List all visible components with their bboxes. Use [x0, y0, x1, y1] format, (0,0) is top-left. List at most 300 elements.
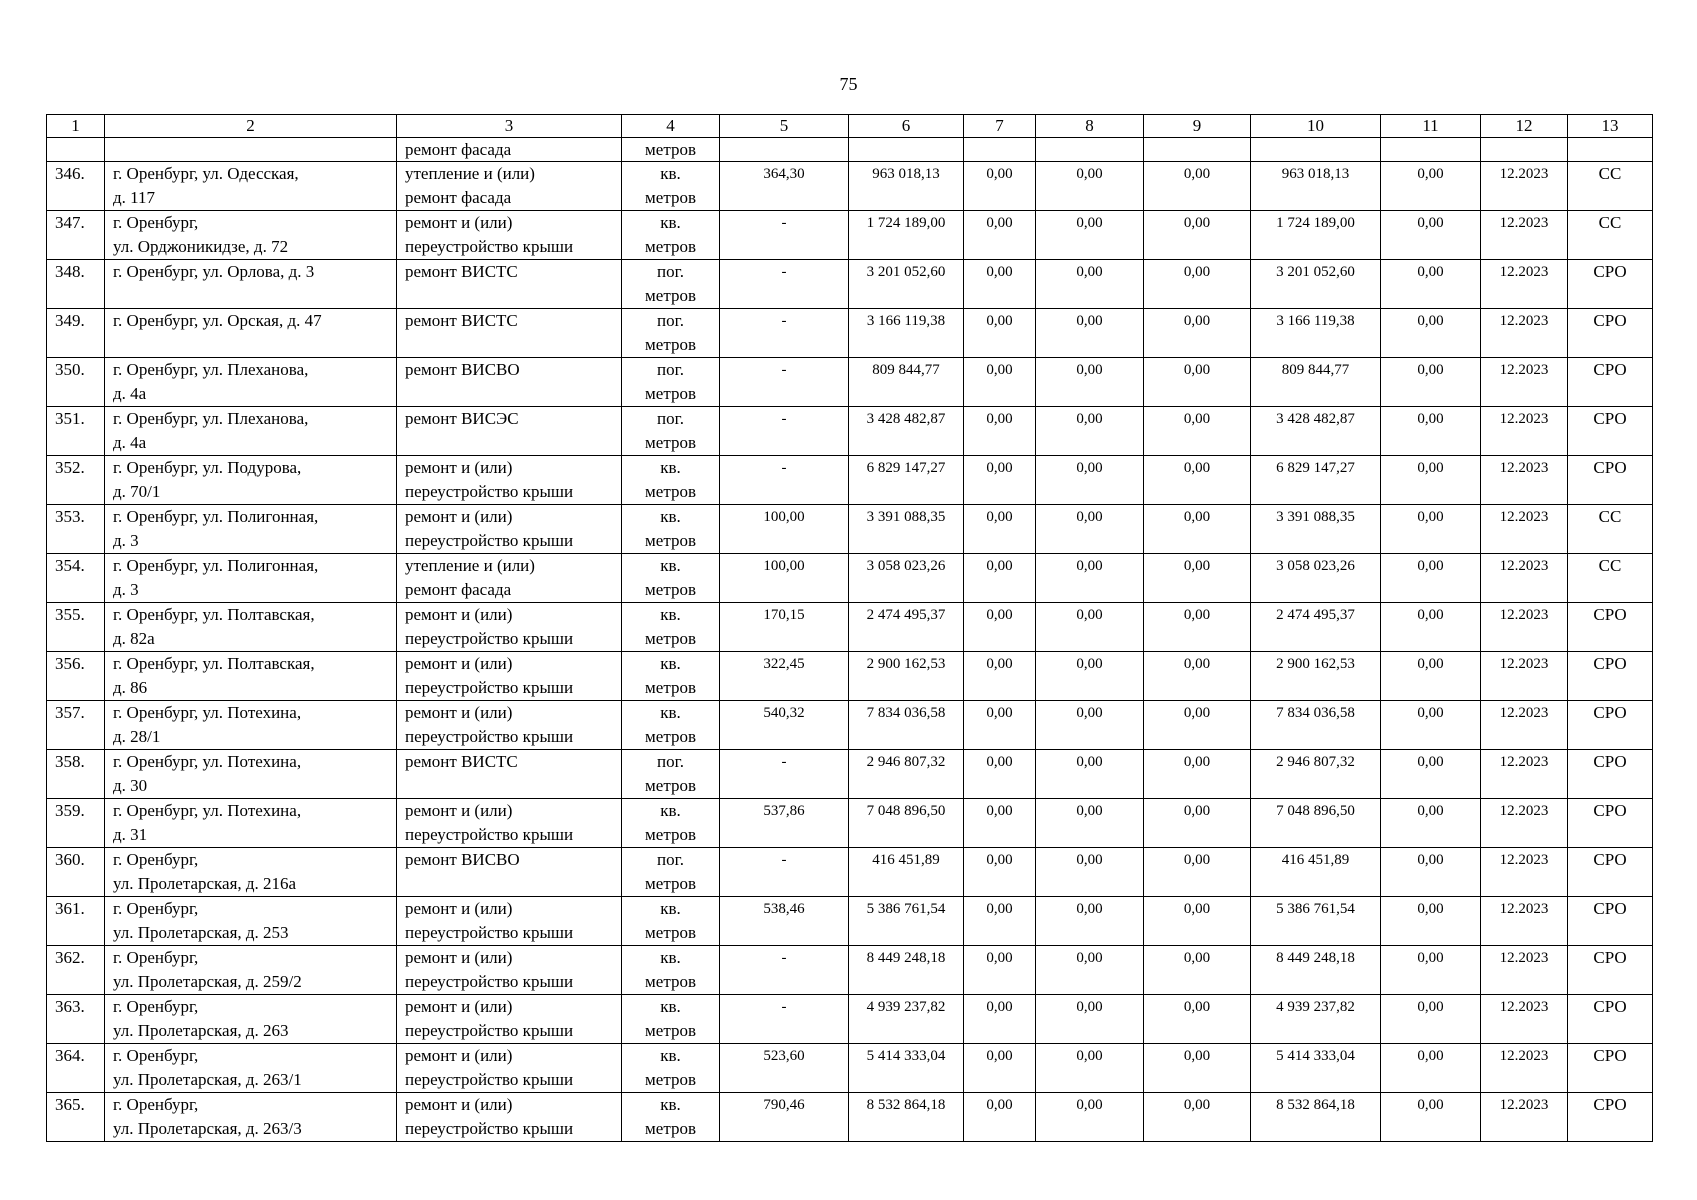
- column-header: 7: [964, 115, 1036, 138]
- cell-other-funds: 0,00: [1381, 505, 1481, 554]
- cell-volume: 523,60: [720, 1044, 849, 1093]
- cell-address-line: г. Оренбург,: [113, 948, 199, 967]
- cell-row-number: 352.: [47, 456, 105, 505]
- table-row: [47, 897, 1653, 946]
- cell-row-number: 358.: [47, 750, 105, 799]
- cell-local-funds: 0,00: [1144, 505, 1251, 554]
- cell-address-line: г. Оренбург, ул. Потехина,: [113, 752, 302, 771]
- cell-address-line: д. 4а: [113, 384, 147, 403]
- cell-local-funds: 0,00: [1144, 848, 1251, 897]
- cell-total-cost: 8 532 864,18: [849, 1093, 964, 1142]
- cell-owner-funds: 8 532 864,18: [1251, 1093, 1381, 1142]
- cell-num: [47, 138, 105, 162]
- cell-federal-funds: 0,00: [964, 1093, 1036, 1142]
- cell-completion-date: 12.2023: [1481, 505, 1568, 554]
- cell-row-number: 348.: [47, 260, 105, 309]
- cell-address-line: д. 4а: [113, 433, 147, 452]
- cell-other-funds: 0,00: [1381, 799, 1481, 848]
- cell-address: [105, 897, 397, 946]
- cell-unit-line: метров: [645, 629, 696, 648]
- cell-volume: 790,46: [720, 1093, 849, 1142]
- page-number: 75: [839, 74, 858, 94]
- cell-volume: -: [720, 260, 849, 309]
- cell-work-type-line: ремонт фасада: [405, 580, 512, 599]
- cell-total-cost: 3 428 482,87: [849, 407, 964, 456]
- cell-owner-funds: 6 829 147,27: [1251, 456, 1381, 505]
- cell-address-line: ул. Пролетарская, д. 253: [113, 923, 289, 942]
- cell-other-funds: 0,00: [1381, 701, 1481, 750]
- cell-work-type: [397, 799, 622, 848]
- cell-unit-line: кв.: [660, 213, 681, 232]
- column-header: 5: [720, 115, 849, 138]
- cell-address-line: г. Оренбург, ул. Полигонная,: [113, 556, 319, 575]
- cell-address-line: ул. Орджоникидзе, д. 72: [113, 237, 289, 256]
- cell-row-number: 351.: [47, 407, 105, 456]
- cell-work-type: [397, 309, 622, 358]
- column-header: 6: [849, 115, 964, 138]
- cell-work-type-line: переустройство крыши: [405, 923, 574, 942]
- cell-row-number: 360.: [47, 848, 105, 897]
- cell-account-type: СРО: [1568, 309, 1653, 358]
- cell-regional-funds: 0,00: [1036, 1044, 1144, 1093]
- cell-completion-date: 12.2023: [1481, 701, 1568, 750]
- cell-row-number: 357.: [47, 701, 105, 750]
- cell-unit: [622, 750, 720, 799]
- cell-other-funds: 0,00: [1381, 456, 1481, 505]
- cell-completion-date: 12.2023: [1481, 309, 1568, 358]
- cell-unit: [622, 946, 720, 995]
- cell-total-cost: 963 018,13: [849, 162, 964, 211]
- table-row: [47, 995, 1653, 1044]
- cell-volume: 322,45: [720, 652, 849, 701]
- cell-other-funds: 0,00: [1381, 309, 1481, 358]
- cell-local-funds: 0,00: [1144, 946, 1251, 995]
- cell-account-type: СРО: [1568, 1044, 1653, 1093]
- cell-unit-line: кв.: [660, 605, 681, 624]
- cell-volume: -: [720, 211, 849, 260]
- cell-federal-funds: 0,00: [964, 995, 1036, 1044]
- cell-address-line: г. Оренбург, ул. Подурова,: [113, 458, 302, 477]
- cell-work-type-line: переустройство крыши: [405, 1119, 574, 1138]
- table-row: [47, 799, 1653, 848]
- cell-unit-line: метров: [645, 384, 696, 403]
- cell-total-cost: 3 166 119,38: [849, 309, 964, 358]
- cell-address-line: д. 70/1: [113, 482, 161, 501]
- table-row: [47, 358, 1653, 407]
- cell-local-funds: 0,00: [1144, 407, 1251, 456]
- cell-other-funds: 0,00: [1381, 995, 1481, 1044]
- cell-other-funds: 0,00: [1381, 1044, 1481, 1093]
- cell-address-line: ул. Пролетарская, д. 263/1: [113, 1070, 302, 1089]
- cell-work-type-line: переустройство крыши: [405, 678, 574, 697]
- cell-other-funds: 0,00: [1381, 554, 1481, 603]
- cell-work-type-line: ремонт и (или): [405, 213, 513, 232]
- cell-address-line: г. Оренбург, ул. Полтавская,: [113, 605, 315, 624]
- cell-empty: [1144, 138, 1251, 162]
- cell-other-funds: 0,00: [1381, 603, 1481, 652]
- cell-local-funds: 0,00: [1144, 701, 1251, 750]
- cell-unit-line: метров: [645, 482, 696, 501]
- cell-volume: -: [720, 456, 849, 505]
- cell-work-type-line: переустройство крыши: [405, 1070, 574, 1089]
- column-header: 3: [397, 115, 622, 138]
- table-row: [47, 652, 1653, 701]
- cell-other-funds: 0,00: [1381, 358, 1481, 407]
- cell-address: [105, 211, 397, 260]
- cell-unit: [622, 358, 720, 407]
- cell-unit-line: пог.: [657, 311, 684, 330]
- cell-address: [105, 309, 397, 358]
- cell-unit-line: метров: [645, 972, 696, 991]
- cell-unit-line: пог.: [657, 360, 684, 379]
- column-header: 2: [105, 115, 397, 138]
- cell-other-funds: 0,00: [1381, 848, 1481, 897]
- table-row: [47, 603, 1653, 652]
- cell-account-type: СРО: [1568, 946, 1653, 995]
- cell-unit-line: кв.: [660, 899, 681, 918]
- cell-unit: [622, 309, 720, 358]
- cell-work-type-line: переустройство крыши: [405, 727, 574, 746]
- cell-work-type-line: ремонт и (или): [405, 507, 513, 526]
- cell-account-type: СРО: [1568, 897, 1653, 946]
- cell-address-line: г. Оренбург, ул. Одесская,: [113, 164, 299, 183]
- cell-work-type-line: ремонт ВИСВО: [405, 850, 520, 869]
- cell-owner-funds: 809 844,77: [1251, 358, 1381, 407]
- cell-federal-funds: 0,00: [964, 799, 1036, 848]
- cell-owner-funds: 5 414 333,04: [1251, 1044, 1381, 1093]
- cell-account-type: СС: [1568, 554, 1653, 603]
- column-header: 11: [1381, 115, 1481, 138]
- cell-owner-funds: 5 386 761,54: [1251, 897, 1381, 946]
- cell-work-type-line: ремонт и (или): [405, 605, 513, 624]
- cell-total-cost: 5 386 761,54: [849, 897, 964, 946]
- cell-work-type-line: утепление и (или): [405, 164, 535, 183]
- cell-other-funds: 0,00: [1381, 407, 1481, 456]
- repair-program-table: [46, 114, 1653, 1142]
- cell-local-funds: 0,00: [1144, 211, 1251, 260]
- cell-unit-line: метров: [645, 1119, 696, 1138]
- cell-unit-line: метров: [645, 923, 696, 942]
- cell-federal-funds: 0,00: [964, 358, 1036, 407]
- cell-total-cost: 2 946 807,32: [849, 750, 964, 799]
- cell-unit-line: метров: [645, 776, 696, 795]
- cell-owner-funds: 3 058 023,26: [1251, 554, 1381, 603]
- cell-other-funds: 0,00: [1381, 897, 1481, 946]
- cell-owner-funds: 7 048 896,50: [1251, 799, 1381, 848]
- cell-other-funds: 0,00: [1381, 652, 1481, 701]
- cell-unit-line: метров: [645, 678, 696, 697]
- cell-regional-funds: 0,00: [1036, 946, 1144, 995]
- table-row: [47, 309, 1653, 358]
- cell-row-number: 361.: [47, 897, 105, 946]
- cell-empty: [1251, 138, 1381, 162]
- cell-address-line: г. Оренбург, ул. Полтавская,: [113, 654, 315, 673]
- cell-other-funds: 0,00: [1381, 1093, 1481, 1142]
- cell-federal-funds: 0,00: [964, 848, 1036, 897]
- cell-unit: [622, 554, 720, 603]
- cell-local-funds: 0,00: [1144, 309, 1251, 358]
- column-header: 9: [1144, 115, 1251, 138]
- cell-work-type-line: ремонт и (или): [405, 1095, 513, 1114]
- cell-address-line: д. 3: [113, 580, 139, 599]
- cell-account-type: СРО: [1568, 407, 1653, 456]
- column-header: 1: [47, 115, 105, 138]
- cell-completion-date: 12.2023: [1481, 603, 1568, 652]
- cell-row-number: 356.: [47, 652, 105, 701]
- cell-unit-line: метров: [645, 433, 696, 452]
- cell-address-line: д. 86: [113, 678, 148, 697]
- cell-volume: -: [720, 407, 849, 456]
- cell-unit-line: метров: [645, 727, 696, 746]
- cell-address-line: д. 31: [113, 825, 148, 844]
- cell-work-type-line: переустройство крыши: [405, 482, 574, 501]
- cell-work-type: [397, 211, 622, 260]
- cell-volume: -: [720, 946, 849, 995]
- cell-work-type: [397, 897, 622, 946]
- cell-account-type: СРО: [1568, 799, 1653, 848]
- cell-federal-funds: 0,00: [964, 260, 1036, 309]
- cell-unit-line: метров: [645, 825, 696, 844]
- cell-row-number: 359.: [47, 799, 105, 848]
- cell-address-line: ул. Пролетарская, д. 263/3: [113, 1119, 302, 1138]
- cell-row-number: 355.: [47, 603, 105, 652]
- cell-regional-funds: 0,00: [1036, 750, 1144, 799]
- cell-work-type: [397, 701, 622, 750]
- cell-address-line: д. 117: [113, 188, 156, 207]
- table-row: [47, 701, 1653, 750]
- cell-completion-date: 12.2023: [1481, 799, 1568, 848]
- cell-row-number: 346.: [47, 162, 105, 211]
- cell-total-cost: 8 449 248,18: [849, 946, 964, 995]
- cell-completion-date: 12.2023: [1481, 1093, 1568, 1142]
- cell-federal-funds: 0,00: [964, 211, 1036, 260]
- cell-volume: 540,32: [720, 701, 849, 750]
- cell-address: [105, 554, 397, 603]
- cell-total-cost: 3 058 023,26: [849, 554, 964, 603]
- column-header: 12: [1481, 115, 1568, 138]
- cell-completion-date: 12.2023: [1481, 1044, 1568, 1093]
- cell-owner-funds: 2 946 807,32: [1251, 750, 1381, 799]
- cell-unit-line: метров: [645, 1070, 696, 1089]
- cell-unit-line: пог.: [657, 752, 684, 771]
- cell-local-funds: 0,00: [1144, 995, 1251, 1044]
- cell-completion-date: 12.2023: [1481, 407, 1568, 456]
- cell-local-funds: 0,00: [1144, 652, 1251, 701]
- cell-account-type: СРО: [1568, 260, 1653, 309]
- cell-work-type-line: ремонт ВИСТС: [405, 311, 518, 330]
- cell-regional-funds: 0,00: [1036, 554, 1144, 603]
- cell-address-line: г. Оренбург, ул. Потехина,: [113, 703, 302, 722]
- table-row: [47, 456, 1653, 505]
- cell-work-type: [397, 995, 622, 1044]
- cell-empty: [1381, 138, 1481, 162]
- cell-work-type-line: ремонт ВИСЭС: [405, 409, 519, 428]
- cell-unit-line: метров: [645, 1021, 696, 1040]
- cell-total-cost: 2 474 495,37: [849, 603, 964, 652]
- cell-regional-funds: 0,00: [1036, 162, 1144, 211]
- cell-total-cost: 6 829 147,27: [849, 456, 964, 505]
- cell-unit: [622, 162, 720, 211]
- cell-unit: [622, 701, 720, 750]
- cell-address: [105, 1093, 397, 1142]
- cell-work-type: [397, 162, 622, 211]
- cell-completion-date: 12.2023: [1481, 162, 1568, 211]
- table-row: [47, 554, 1653, 603]
- cell-work-type: [397, 848, 622, 897]
- cell-unit-line: кв.: [660, 801, 681, 820]
- cell-account-type: СРО: [1568, 1093, 1653, 1142]
- cell-address: [105, 946, 397, 995]
- cell-federal-funds: 0,00: [964, 309, 1036, 358]
- cell-owner-funds: 1 724 189,00: [1251, 211, 1381, 260]
- cell-work-type: [397, 407, 622, 456]
- cell-total-cost: 3 201 052,60: [849, 260, 964, 309]
- cell-federal-funds: 0,00: [964, 946, 1036, 995]
- cell-completion-date: 12.2023: [1481, 848, 1568, 897]
- cell-address-line: г. Оренбург,: [113, 213, 199, 232]
- cell-unit: [622, 211, 720, 260]
- cell-volume: 170,15: [720, 603, 849, 652]
- cell-address: [105, 138, 397, 162]
- cell-account-type: СРО: [1568, 995, 1653, 1044]
- cell-unit: [622, 1093, 720, 1142]
- cell-unit-line: пог.: [657, 262, 684, 281]
- cell-local-funds: 0,00: [1144, 456, 1251, 505]
- cell-unit-line: кв.: [660, 703, 681, 722]
- cell-unit-line: метров: [645, 580, 696, 599]
- cell-completion-date: 12.2023: [1481, 211, 1568, 260]
- cell-federal-funds: 0,00: [964, 652, 1036, 701]
- cell-regional-funds: 0,00: [1036, 505, 1144, 554]
- cell-account-type: СРО: [1568, 848, 1653, 897]
- cell-owner-funds: 7 834 036,58: [1251, 701, 1381, 750]
- cell-address-line: г. Оренбург,: [113, 1046, 199, 1065]
- cell-address: [105, 701, 397, 750]
- cell-address-line: ул. Пролетарская, д. 259/2: [113, 972, 302, 991]
- cell-total-cost: 7 048 896,50: [849, 799, 964, 848]
- cell-local-funds: 0,00: [1144, 1093, 1251, 1142]
- cell-address: [105, 162, 397, 211]
- cell-unit: [622, 603, 720, 652]
- cell-local-funds: 0,00: [1144, 260, 1251, 309]
- cell-row-number: 354.: [47, 554, 105, 603]
- cell-unit-line: метров: [645, 531, 696, 550]
- table-row: [47, 1093, 1653, 1142]
- cell-volume: -: [720, 750, 849, 799]
- column-header: 13: [1568, 115, 1653, 138]
- cell-regional-funds: 0,00: [1036, 211, 1144, 260]
- cell-address-line: г. Оренбург,: [113, 1095, 199, 1114]
- cell-address-line: г. Оренбург,: [113, 899, 199, 918]
- cell-work-type-line: переустройство крыши: [405, 972, 574, 991]
- cell-federal-funds: 0,00: [964, 603, 1036, 652]
- cell-unit: [622, 799, 720, 848]
- cell-total-cost: 5 414 333,04: [849, 1044, 964, 1093]
- cell-volume: -: [720, 309, 849, 358]
- cell-unit-line: кв.: [660, 1095, 681, 1114]
- cell-unit: [622, 652, 720, 701]
- cell-row-number: 347.: [47, 211, 105, 260]
- cell-work-type: [397, 260, 622, 309]
- cell-empty: [1568, 138, 1653, 162]
- cell-unit: [622, 995, 720, 1044]
- cell-work: ремонт фасада: [397, 138, 622, 162]
- cell-regional-funds: 0,00: [1036, 799, 1144, 848]
- cell-owner-funds: 8 449 248,18: [1251, 946, 1381, 995]
- cell-empty: [1481, 138, 1568, 162]
- cell-owner-funds: 3 428 482,87: [1251, 407, 1381, 456]
- cell-other-funds: 0,00: [1381, 162, 1481, 211]
- cell-address-line: г. Оренбург,: [113, 997, 199, 1016]
- cell-empty: [720, 138, 849, 162]
- cell-row-number: 364.: [47, 1044, 105, 1093]
- cell-unit-line: метров: [645, 874, 696, 893]
- cell-regional-funds: 0,00: [1036, 1093, 1144, 1142]
- cell-unit: метров: [622, 138, 720, 162]
- cell-address: [105, 652, 397, 701]
- cell-account-type: СРО: [1568, 358, 1653, 407]
- cell-regional-funds: 0,00: [1036, 358, 1144, 407]
- cell-owner-funds: 416 451,89: [1251, 848, 1381, 897]
- cell-address-line: д. 30: [113, 776, 148, 795]
- cell-address-line: г. Оренбург, ул. Полигонная,: [113, 507, 319, 526]
- cell-volume: -: [720, 848, 849, 897]
- cell-work-type: [397, 456, 622, 505]
- cell-federal-funds: 0,00: [964, 1044, 1036, 1093]
- cell-owner-funds: 2 900 162,53: [1251, 652, 1381, 701]
- cell-other-funds: 0,00: [1381, 211, 1481, 260]
- cell-regional-funds: 0,00: [1036, 995, 1144, 1044]
- cell-volume: 100,00: [720, 554, 849, 603]
- cell-federal-funds: 0,00: [964, 407, 1036, 456]
- column-header: 8: [1036, 115, 1144, 138]
- cell-federal-funds: 0,00: [964, 701, 1036, 750]
- table-row: [47, 1044, 1653, 1093]
- cell-volume: -: [720, 995, 849, 1044]
- cell-account-type: СС: [1568, 162, 1653, 211]
- cell-row-number: 350.: [47, 358, 105, 407]
- cell-unit: [622, 505, 720, 554]
- cell-completion-date: 12.2023: [1481, 260, 1568, 309]
- cell-work-type-line: ремонт ВИСТС: [405, 752, 518, 771]
- cell-address-line: ул. Пролетарская, д. 216а: [113, 874, 297, 893]
- cell-row-number: 353.: [47, 505, 105, 554]
- cell-local-funds: 0,00: [1144, 358, 1251, 407]
- cell-work-type-line: ремонт и (или): [405, 899, 513, 918]
- cell-volume: -: [720, 358, 849, 407]
- cell-address: [105, 995, 397, 1044]
- cell-unit-line: кв.: [660, 997, 681, 1016]
- cell-account-type: СРО: [1568, 701, 1653, 750]
- cell-completion-date: 12.2023: [1481, 750, 1568, 799]
- cell-federal-funds: 0,00: [964, 456, 1036, 505]
- cell-completion-date: 12.2023: [1481, 897, 1568, 946]
- continuation-row: [47, 138, 1653, 162]
- cell-work-type-line: утепление и (или): [405, 556, 535, 575]
- cell-local-funds: 0,00: [1144, 603, 1251, 652]
- cell-address: [105, 603, 397, 652]
- cell-work-type-line: ремонт и (или): [405, 458, 513, 477]
- cell-unit: [622, 1044, 720, 1093]
- cell-account-type: СРО: [1568, 456, 1653, 505]
- cell-unit-line: метров: [645, 188, 696, 207]
- cell-row-number: 362.: [47, 946, 105, 995]
- cell-unit: [622, 456, 720, 505]
- cell-account-type: СС: [1568, 505, 1653, 554]
- cell-total-cost: 1 724 189,00: [849, 211, 964, 260]
- cell-local-funds: 0,00: [1144, 554, 1251, 603]
- cell-work-type: [397, 603, 622, 652]
